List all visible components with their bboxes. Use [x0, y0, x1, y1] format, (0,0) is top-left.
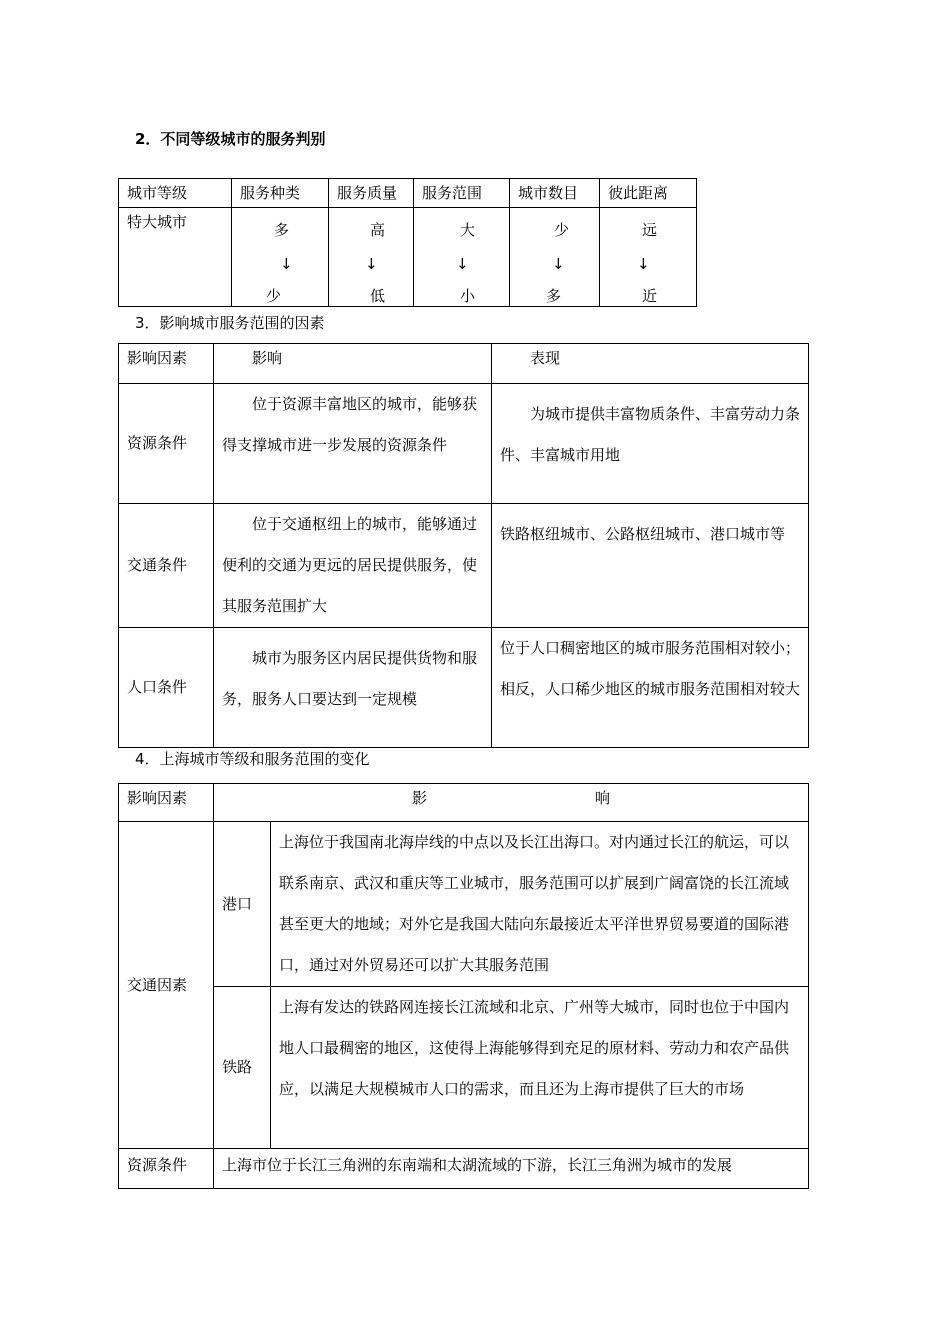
shanghai-factors-table	[118, 783, 809, 1189]
header-cell: 影响因素	[119, 344, 214, 384]
show-cell: 位于人口稠密地区的城市服务范围相对较小；相反，人口稀少地区的城市服务范围相对较大	[492, 628, 809, 748]
header-effect-char: 影	[412, 789, 428, 807]
down-arrow-icon: ↓	[280, 255, 293, 273]
effect-cell: 位于资源丰富地区的城市，能够获得支撑城市进一步发展的资源条件	[214, 384, 492, 504]
show-cell: 为城市提供丰富物质条件、丰富劳动力条件、丰富城市用地	[492, 384, 809, 504]
header-cell: 服务质量	[329, 179, 414, 208]
trend-bottom: 少	[266, 287, 282, 305]
table-row	[119, 208, 697, 307]
table-row	[119, 822, 809, 987]
city-level-cell: 特大城市	[119, 208, 232, 307]
trend-bottom: 低	[370, 287, 386, 305]
service-range-factors-table	[118, 343, 809, 748]
header-effect-char: 响	[594, 789, 610, 807]
table-header-row	[119, 179, 697, 208]
effect-cell: 上海市位于长江三角洲的东南端和太湖流域的下游，长江三角洲为城市的发展	[214, 1149, 809, 1189]
table-header-row	[119, 784, 809, 822]
header-cell: 城市数目	[510, 179, 600, 208]
header-cell: 服务种类	[232, 179, 329, 208]
trend-cell	[329, 208, 414, 307]
table-row	[119, 504, 809, 628]
city-level-table	[118, 178, 697, 307]
table-row	[119, 987, 809, 1149]
section2-title: 2．不同等级城市的服务判别	[135, 130, 326, 148]
section4-title: 4．上海城市等级和服务范围的变化	[135, 750, 370, 768]
factor-cell: 资源条件	[119, 1149, 214, 1189]
effect-cell: 城市为服务区内居民提供货物和服务，服务人口要达到一定规模	[214, 628, 492, 748]
trend-cell	[510, 208, 600, 307]
sub-factor-cell: 港口	[214, 822, 271, 987]
header-cell: 城市等级	[119, 179, 232, 208]
table-row	[119, 384, 809, 504]
down-arrow-icon: ↓	[365, 255, 378, 273]
factor-cell: 人口条件	[119, 628, 214, 748]
show-cell: 铁路枢纽城市、公路枢纽城市、港口城市等	[492, 504, 809, 628]
trend-top: 大	[460, 221, 476, 239]
trend-bottom: 小	[460, 287, 476, 305]
header-cell: 影响因素	[119, 784, 214, 822]
effect-cell: 上海位于我国南北海岸线的中点以及长江出海口。对内通过长江的航运，可以联系南京、武汉和重庆等工业城市，服务范围可以扩展到广阔富饶的长江流域甚至更大的地域；对外它是我国大陆向东最接近太平洋世界贸易要道的国际港口，通过对外贸易还可以扩大其服务范围	[271, 822, 809, 987]
factor-cell: 交通因素	[119, 822, 214, 1149]
trend-top: 少	[554, 221, 570, 239]
trend-cell	[232, 208, 329, 307]
table-header-row	[119, 344, 809, 384]
effect-cell: 位于交通枢纽上的城市，能够通过便利的交通为更远的居民提供服务，使其服务范围扩大	[214, 504, 492, 628]
trend-top: 高	[370, 221, 386, 239]
header-cell: 服务范围	[414, 179, 510, 208]
trend-cell	[414, 208, 510, 307]
trend-bottom: 近	[642, 287, 658, 305]
down-arrow-icon: ↓	[552, 255, 565, 273]
header-cell: 表现	[492, 344, 809, 384]
effect-cell: 上海有发达的铁路网连接长江流域和北京、广州等大城市，同时也位于中国内地人口最稠密的地区，这使得上海能够得到充足的原材料、劳动力和农产品供应，以满足大规模城市人口的需求，而且还为上海市提供了巨大的市场	[271, 987, 809, 1149]
header-cell: 彼此距离	[600, 179, 697, 208]
section3-title: 3．影响城市服务范围的因素	[135, 314, 325, 332]
down-arrow-icon: ↓	[637, 255, 650, 273]
table-row	[119, 628, 809, 748]
sub-factor-cell: 铁路	[214, 987, 271, 1149]
trend-bottom: 多	[546, 287, 562, 305]
factor-cell: 资源条件	[119, 384, 214, 504]
table-row	[119, 1149, 809, 1189]
trend-top: 多	[274, 221, 290, 239]
factor-cell: 交通条件	[119, 504, 214, 628]
trend-top: 远	[642, 221, 658, 239]
down-arrow-icon: ↓	[456, 255, 469, 273]
trend-cell	[600, 208, 697, 307]
header-cell: 影响	[214, 344, 492, 384]
header-cell	[214, 784, 809, 822]
